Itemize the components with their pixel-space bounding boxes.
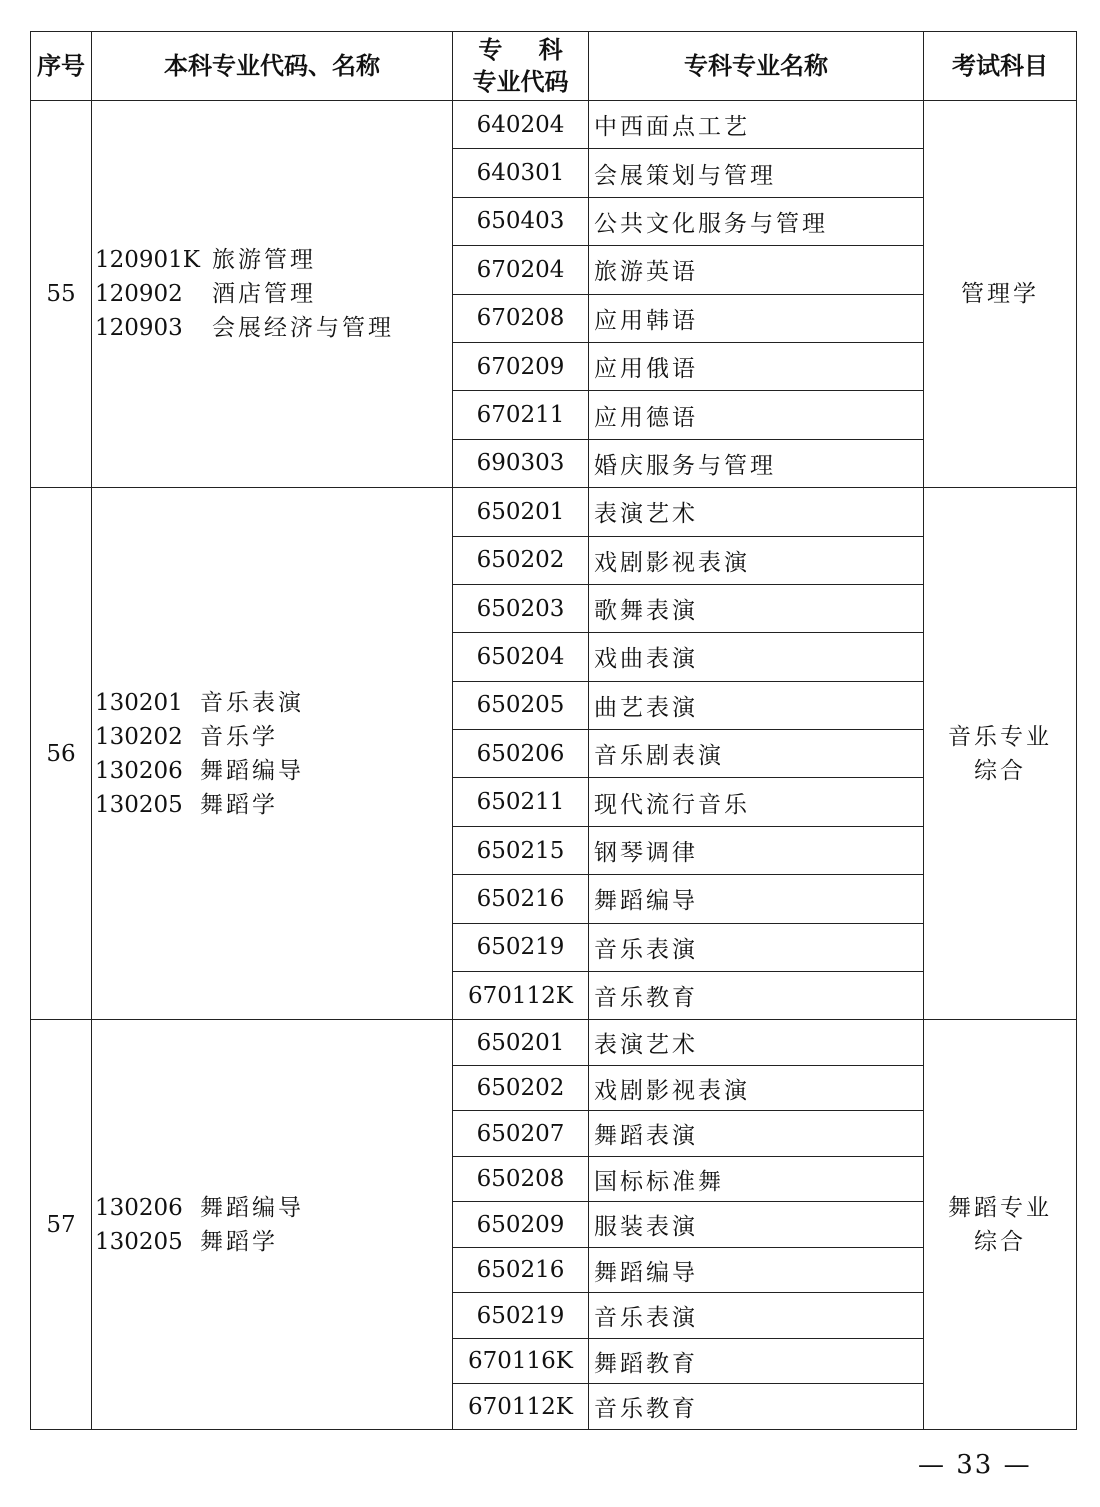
undergrad-code: 120901K: [95, 247, 200, 274]
junior-name-cell: 中西面点工艺: [589, 101, 924, 149]
junior-name-cell: 戏剧影视表演: [589, 1065, 924, 1111]
junior-name-cell: 舞蹈表演: [589, 1111, 924, 1157]
junior-code-cell: 650403: [453, 197, 589, 245]
junior-name-cell: 婚庆服务与管理: [589, 439, 924, 487]
junior-code-cell: 650216: [453, 875, 589, 923]
junior-code-cell: 650204: [453, 633, 589, 681]
undergrad-cell: [92, 101, 453, 488]
exam-subject-line: 管理学: [961, 281, 1039, 308]
undergrad-major: [95, 277, 452, 311]
exam-subject-line: 舞蹈专业: [948, 1194, 1052, 1221]
junior-name-cell: 会展策划与管理: [589, 149, 924, 197]
junior-code-cell: 650208: [453, 1156, 589, 1202]
junior-name-cell: 戏曲表演: [589, 633, 924, 681]
junior-name-cell: 曲艺表演: [589, 681, 924, 729]
junior-name-cell: 音乐教育: [589, 972, 924, 1020]
undergrad-name: 舞蹈编导: [200, 1194, 304, 1221]
junior-name-cell: 舞蹈编导: [589, 1247, 924, 1293]
undergrad-name: 舞蹈学: [200, 791, 278, 818]
header-code-line1: 专 科: [478, 36, 577, 64]
junior-name-cell: 应用俄语: [589, 342, 924, 390]
exam-subject-cell: [924, 1020, 1077, 1430]
junior-name-cell: 歌舞表演: [589, 584, 924, 632]
junior-name-cell: 现代流行音乐: [589, 778, 924, 826]
undergrad-name: 旅游管理: [212, 247, 316, 274]
undergrad-name: 酒店管理: [212, 281, 316, 308]
undergrad-major: [95, 243, 452, 277]
junior-code-cell: 640301: [453, 149, 589, 197]
header-subject: 考试科目: [924, 32, 1077, 101]
junior-code-cell: 670112K: [453, 1384, 589, 1430]
junior-name-cell: 表演艺术: [589, 488, 924, 536]
junior-name-cell: 舞蹈编导: [589, 875, 924, 923]
junior-name-cell: 戏剧影视表演: [589, 536, 924, 584]
undergrad-major: [95, 686, 452, 720]
junior-code-cell: 650206: [453, 730, 589, 778]
junior-code-cell: 650202: [453, 1065, 589, 1111]
undergrad-name: 舞蹈学: [200, 1228, 278, 1255]
junior-name-cell: 服装表演: [589, 1202, 924, 1248]
junior-name-cell: 音乐表演: [589, 923, 924, 971]
table-row: [31, 101, 1077, 149]
junior-name-cell: 舞蹈教育: [589, 1338, 924, 1384]
undergrad-major: [95, 311, 452, 345]
undergrad-name: 音乐学: [200, 723, 278, 750]
header-code-line2: 专业代码: [472, 68, 569, 96]
majors-table: [30, 31, 1077, 1430]
junior-code-cell: 670208: [453, 294, 589, 342]
header-undergrad: 本科专业代码、名称: [92, 32, 453, 101]
undergrad-code: 130206: [95, 757, 183, 784]
junior-name-cell: 钢琴调律: [589, 826, 924, 874]
table-body: [31, 101, 1077, 1430]
junior-code-cell: 670211: [453, 391, 589, 439]
undergrad-major: [95, 754, 452, 788]
exam-subject-cell: [924, 488, 1077, 1020]
junior-code-cell: 650216: [453, 1247, 589, 1293]
junior-name-cell: 旅游英语: [589, 246, 924, 294]
junior-name-cell: 应用德语: [589, 391, 924, 439]
undergrad-code: 130205: [95, 791, 183, 818]
undergrad-cell: [92, 1020, 453, 1430]
seq-cell: 57: [31, 1020, 92, 1430]
exam-subject-cell: [924, 101, 1077, 488]
table-row: [31, 488, 1077, 536]
junior-code-cell: 640204: [453, 101, 589, 149]
junior-name-cell: 应用韩语: [589, 294, 924, 342]
undergrad-code: 130202: [95, 723, 183, 750]
header-name: 专科专业名称: [589, 32, 924, 101]
undergrad-major: [95, 1191, 452, 1225]
junior-code-cell: 650211: [453, 778, 589, 826]
exam-subject-line: 综合: [974, 757, 1026, 784]
junior-code-cell: 650202: [453, 536, 589, 584]
seq-cell: 55: [31, 101, 92, 488]
junior-code-cell: 650219: [453, 923, 589, 971]
junior-code-cell: 650209: [453, 1202, 589, 1248]
undergrad-name: 音乐表演: [200, 689, 304, 716]
undergrad-major: [95, 720, 452, 754]
header-code: [453, 32, 589, 101]
junior-code-cell: 650205: [453, 681, 589, 729]
junior-name-cell: 音乐教育: [589, 1384, 924, 1430]
junior-code-cell: 670204: [453, 246, 589, 294]
seq-cell: 56: [31, 488, 92, 1020]
junior-name-cell: 公共文化服务与管理: [589, 197, 924, 245]
table-header-row: [31, 32, 1077, 101]
junior-code-cell: 650201: [453, 1020, 589, 1066]
exam-subject-line: 综合: [974, 1228, 1026, 1255]
undergrad-name: 舞蹈编导: [200, 757, 304, 784]
junior-name-cell: 音乐剧表演: [589, 730, 924, 778]
junior-name-cell: 音乐表演: [589, 1293, 924, 1339]
undergrad-major: [95, 1225, 452, 1259]
junior-name-cell: 国标标准舞: [589, 1156, 924, 1202]
junior-code-cell: 670112K: [453, 972, 589, 1020]
junior-code-cell: 650219: [453, 1293, 589, 1339]
junior-code-cell: 690303: [453, 439, 589, 487]
junior-code-cell: 670209: [453, 342, 589, 390]
junior-code-cell: 670116K: [453, 1338, 589, 1384]
page-number: — 33 —: [918, 1450, 1032, 1480]
table-row: [31, 1020, 1077, 1066]
junior-code-cell: 650207: [453, 1111, 589, 1157]
undergrad-major: [95, 788, 452, 822]
undergrad-code: 130206: [95, 1194, 183, 1221]
undergrad-code: 120902: [95, 281, 183, 308]
junior-code-cell: 650201: [453, 488, 589, 536]
undergrad-code: 130201: [95, 689, 183, 716]
undergrad-cell: [92, 488, 453, 1020]
undergrad-code: 120903: [95, 315, 183, 342]
junior-code-cell: 650203: [453, 584, 589, 632]
undergrad-name: 会展经济与管理: [212, 315, 394, 342]
exam-subject-line: 音乐专业: [948, 723, 1052, 750]
junior-code-cell: 650215: [453, 826, 589, 874]
header-seq: 序号: [31, 32, 92, 101]
undergrad-code: 130205: [95, 1228, 183, 1255]
junior-name-cell: 表演艺术: [589, 1020, 924, 1066]
